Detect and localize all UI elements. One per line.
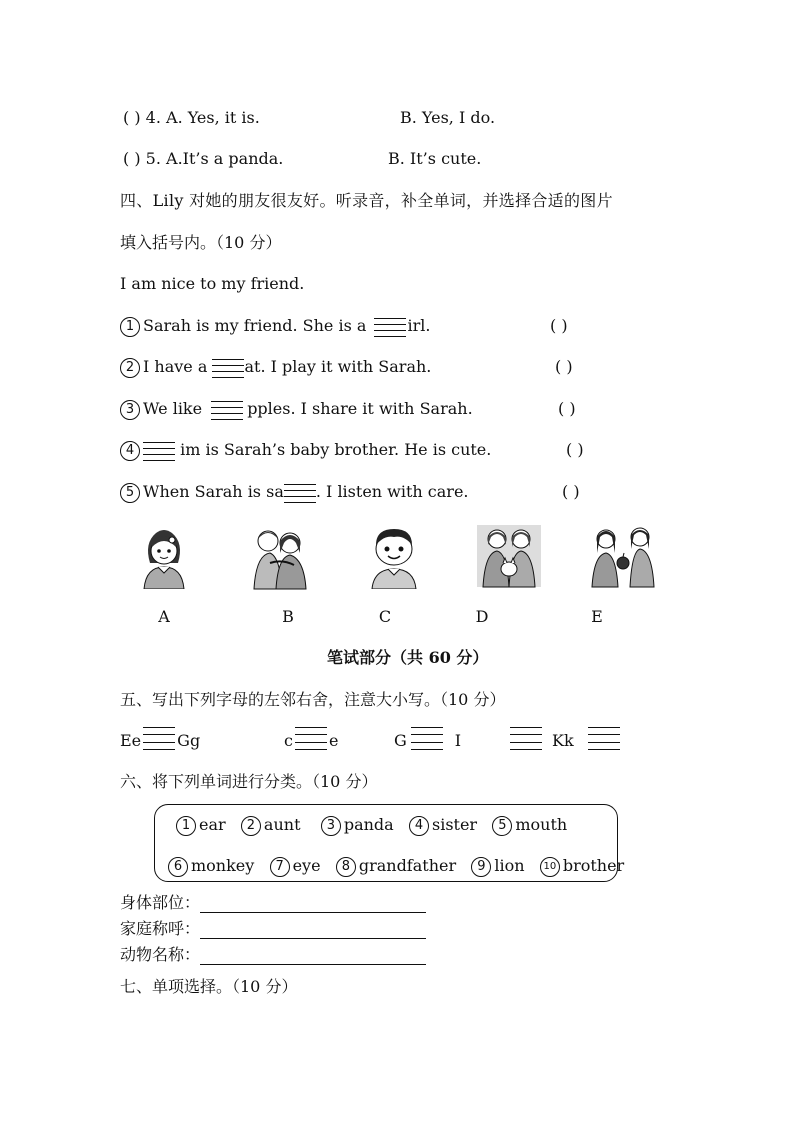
q5-letters-group-4: Kk (510, 731, 620, 752)
four-line-blank[interactable] (284, 483, 316, 503)
q6-title: 六、将下列单词进行分类。（10 分） (120, 772, 378, 791)
option-a: A.It’s a panda. (166, 149, 284, 168)
q4-item-2: 2 I have a at. I play it with Sarah. (120, 357, 431, 378)
four-line-blank[interactable] (411, 732, 443, 752)
q3-item-5-option-b: B. It’s cute. (388, 149, 482, 168)
circled-number: 3 (120, 400, 140, 420)
picture-label-b: B (282, 607, 294, 626)
answer-paren[interactable]: ( ) (123, 149, 141, 168)
girl-giving-apple-picture (590, 523, 658, 589)
answer-line[interactable] (200, 896, 426, 913)
answer-line[interactable] (200, 948, 426, 965)
q4-item-4: 4 im is Sarah’s baby brother. He is cute. (120, 440, 491, 461)
written-section-heading: 笔试部分（共 60 分） (327, 648, 489, 667)
q4-item-4-answer-paren[interactable]: ( ) (566, 440, 584, 459)
q5-letters-row: Ee Gg (120, 731, 200, 752)
q4-item-3: 3 We like pples. I share it with Sarah. (120, 399, 473, 420)
q4-item-1-answer-paren[interactable]: ( ) (550, 316, 568, 335)
four-line-blank[interactable] (143, 732, 175, 752)
q5-letters-group-2: c e (284, 731, 338, 752)
q4-intro: I am nice to my friend. (120, 274, 305, 293)
picture-label-c: C (378, 607, 392, 626)
q4-item-5: 5 When Sarah is sa . I listen with care. (120, 482, 469, 503)
girl-picture (130, 523, 198, 589)
four-line-blank[interactable] (588, 732, 620, 752)
boy-picture (360, 523, 428, 589)
q4-item-5-answer-paren[interactable]: ( ) (562, 482, 580, 501)
q7-title: 七、单项选择。（10 分） (120, 977, 298, 996)
category-animals: 动物名称： (120, 945, 426, 965)
picture-label-a: A (158, 607, 170, 626)
q5-title: 五、写出下列字母的左邻右舍，注意大小写。（10 分） (120, 690, 506, 709)
option-a: A. Yes, it is. (166, 108, 260, 127)
four-line-blank[interactable] (211, 400, 243, 420)
q4-item-1: 1 Sarah is my friend. She is a irl. (120, 316, 431, 337)
q3-item-4-option-b: B. Yes, I do. (400, 108, 496, 127)
answer-paren[interactable]: ( ) (123, 108, 141, 127)
word-row-2: 6 monkey 7 eye 8 grandfather 9 lion 10 brother (168, 856, 624, 877)
circled-number: 4 (120, 441, 140, 461)
four-line-blank[interactable] (510, 732, 542, 752)
category-body-parts: 身体部位： (120, 893, 426, 913)
word-row-1: 1 ear 2 aunt 3 panda 4 sister 5 mouth (176, 815, 567, 836)
q4-item-3-answer-paren[interactable]: ( ) (558, 399, 576, 418)
q4-item-2-answer-paren[interactable]: ( ) (555, 357, 573, 376)
picture-label-d: D (475, 607, 489, 626)
hugging-girls-picture (246, 525, 314, 591)
four-line-blank[interactable] (295, 732, 327, 752)
circled-number: 2 (120, 358, 140, 378)
circled-number: 1 (120, 317, 140, 337)
answer-line[interactable] (200, 922, 426, 939)
q4-title-line1: 四、Lily 对她的朋友很友好。听录音，补全单词，并选择合适的图片 (120, 191, 613, 210)
category-family: 家庭称呼： (120, 919, 426, 939)
q3-item-4: ( ) 4. A. Yes, it is. (123, 108, 260, 127)
q4-title-line2: 填入括号内。（10 分） (120, 233, 282, 252)
q3-item-5: ( ) 5. A.It’s a panda. (123, 149, 284, 168)
four-line-blank[interactable] (143, 441, 175, 461)
circled-number: 5 (120, 483, 140, 503)
four-line-blank[interactable] (374, 317, 406, 337)
q5-letters-group-3: G I (394, 731, 461, 752)
picture-label-e: E (591, 607, 603, 626)
four-line-blank[interactable] (212, 358, 244, 378)
two-girls-with-cat-picture (475, 523, 543, 589)
